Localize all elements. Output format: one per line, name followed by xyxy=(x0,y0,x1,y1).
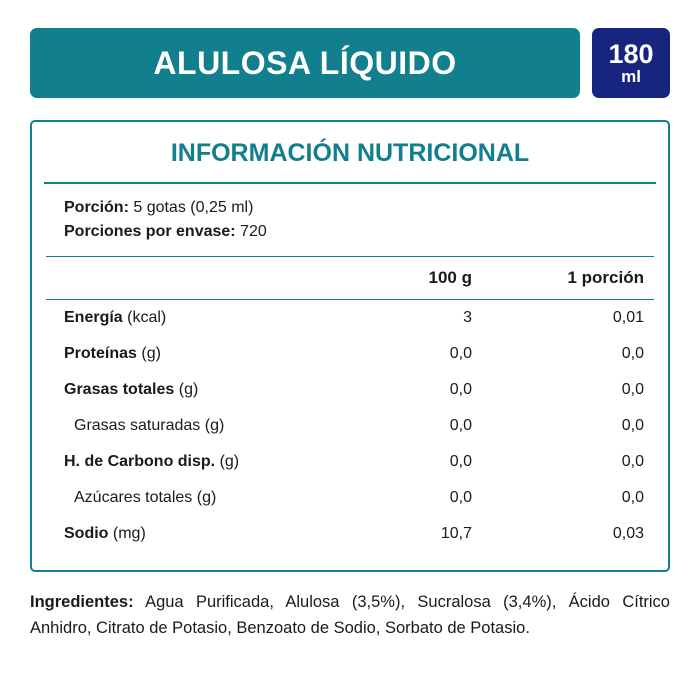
nutrient-name-cell xyxy=(46,372,322,408)
servings-per-container-line xyxy=(64,220,636,244)
value-per-portion: 0,0 xyxy=(621,417,644,434)
ingredients-section xyxy=(30,590,670,641)
value-per-100g: 0,0 xyxy=(449,417,472,434)
nutrient-name: Energía xyxy=(64,309,123,326)
nutrient-name: Proteínas xyxy=(64,345,137,362)
nutrient-name: Sodio xyxy=(64,525,109,542)
page-title: ALULOSA LÍQUIDO xyxy=(153,44,457,81)
nutrient-name: H. de Carbono disp. xyxy=(64,453,216,470)
column-header-per-100g: 100 g xyxy=(322,257,494,300)
table-row xyxy=(46,480,654,516)
ingredients-label: Ingredientes: xyxy=(30,593,134,611)
serving-size-line xyxy=(64,196,636,220)
value-per-portion: 0,0 xyxy=(621,345,644,362)
nutrition-panel xyxy=(30,120,670,572)
nutrient-unit: (g) xyxy=(141,345,161,362)
value-per-100g: 10,7 xyxy=(440,525,472,542)
nutrient-name: Grasas saturadas xyxy=(74,417,201,434)
table-row xyxy=(46,300,654,337)
nutrient-unit: (g) xyxy=(178,381,199,398)
nutrient-name-cell xyxy=(46,516,322,552)
volume-badge xyxy=(592,28,670,98)
servings-per-container-label: Porciones por envase: xyxy=(64,223,236,240)
value-per-100g: 0,0 xyxy=(449,345,472,362)
serving-info xyxy=(46,184,654,257)
nutrient-name-cell xyxy=(46,444,322,480)
volume-number: 180 xyxy=(608,38,654,69)
table-row xyxy=(46,372,654,408)
nutrition-panel-title: INFORMACIÓN NUTRICIONAL xyxy=(44,122,656,184)
ingredients-text: Agua Purificada, Alulosa (3,5%), Sucralosa (3,4%), Ácido Cítrico Anhidro, Citrato de Potasio, Benzoato de Sodio, Sorbato de Potasio. xyxy=(30,593,670,637)
value-per-portion: 0,0 xyxy=(621,381,644,398)
column-header-nutrient xyxy=(46,257,322,300)
nutrient-name-cell xyxy=(46,336,322,372)
nutrition-table xyxy=(46,257,654,552)
nutrient-unit: (g) xyxy=(196,489,217,506)
product-title-bar xyxy=(30,28,580,98)
nutrient-name-cell xyxy=(46,480,322,516)
nutrient-name-cell xyxy=(46,300,322,337)
serving-size-value: 5 gotas (0,25 ml) xyxy=(133,199,254,216)
value-per-100g: 0,0 xyxy=(449,489,472,506)
value-per-portion: 0,0 xyxy=(621,453,644,470)
nutrition-table-body xyxy=(46,300,654,553)
value-per-100g: 0,0 xyxy=(449,453,472,470)
table-row xyxy=(46,516,654,552)
value-per-100g: 0,0 xyxy=(449,381,472,398)
value-per-portion: 0,01 xyxy=(612,309,644,326)
header xyxy=(30,28,670,98)
nutrient-unit: (kcal) xyxy=(127,309,167,326)
serving-size-label: Porción: xyxy=(64,199,129,216)
nutrient-name: Azúcares totales xyxy=(74,489,193,506)
value-per-100g: 3 xyxy=(463,309,472,326)
volume-unit: ml xyxy=(621,67,641,87)
nutrient-unit: (g) xyxy=(219,453,240,470)
table-header-row xyxy=(46,257,654,300)
table-row xyxy=(46,336,654,372)
nutrient-unit: (g) xyxy=(204,417,225,434)
table-row xyxy=(46,408,654,444)
value-per-portion: 0,0 xyxy=(621,489,644,506)
value-per-portion: 0,03 xyxy=(612,525,644,542)
nutrient-name: Grasas totales xyxy=(64,381,175,398)
nutrient-name-cell xyxy=(46,408,322,444)
nutrient-unit: (mg) xyxy=(112,525,146,542)
servings-per-container-value: 720 xyxy=(240,223,267,240)
nutrition-table-head xyxy=(46,257,654,300)
column-header-per-portion: 1 porción xyxy=(494,257,654,300)
table-row xyxy=(46,444,654,480)
